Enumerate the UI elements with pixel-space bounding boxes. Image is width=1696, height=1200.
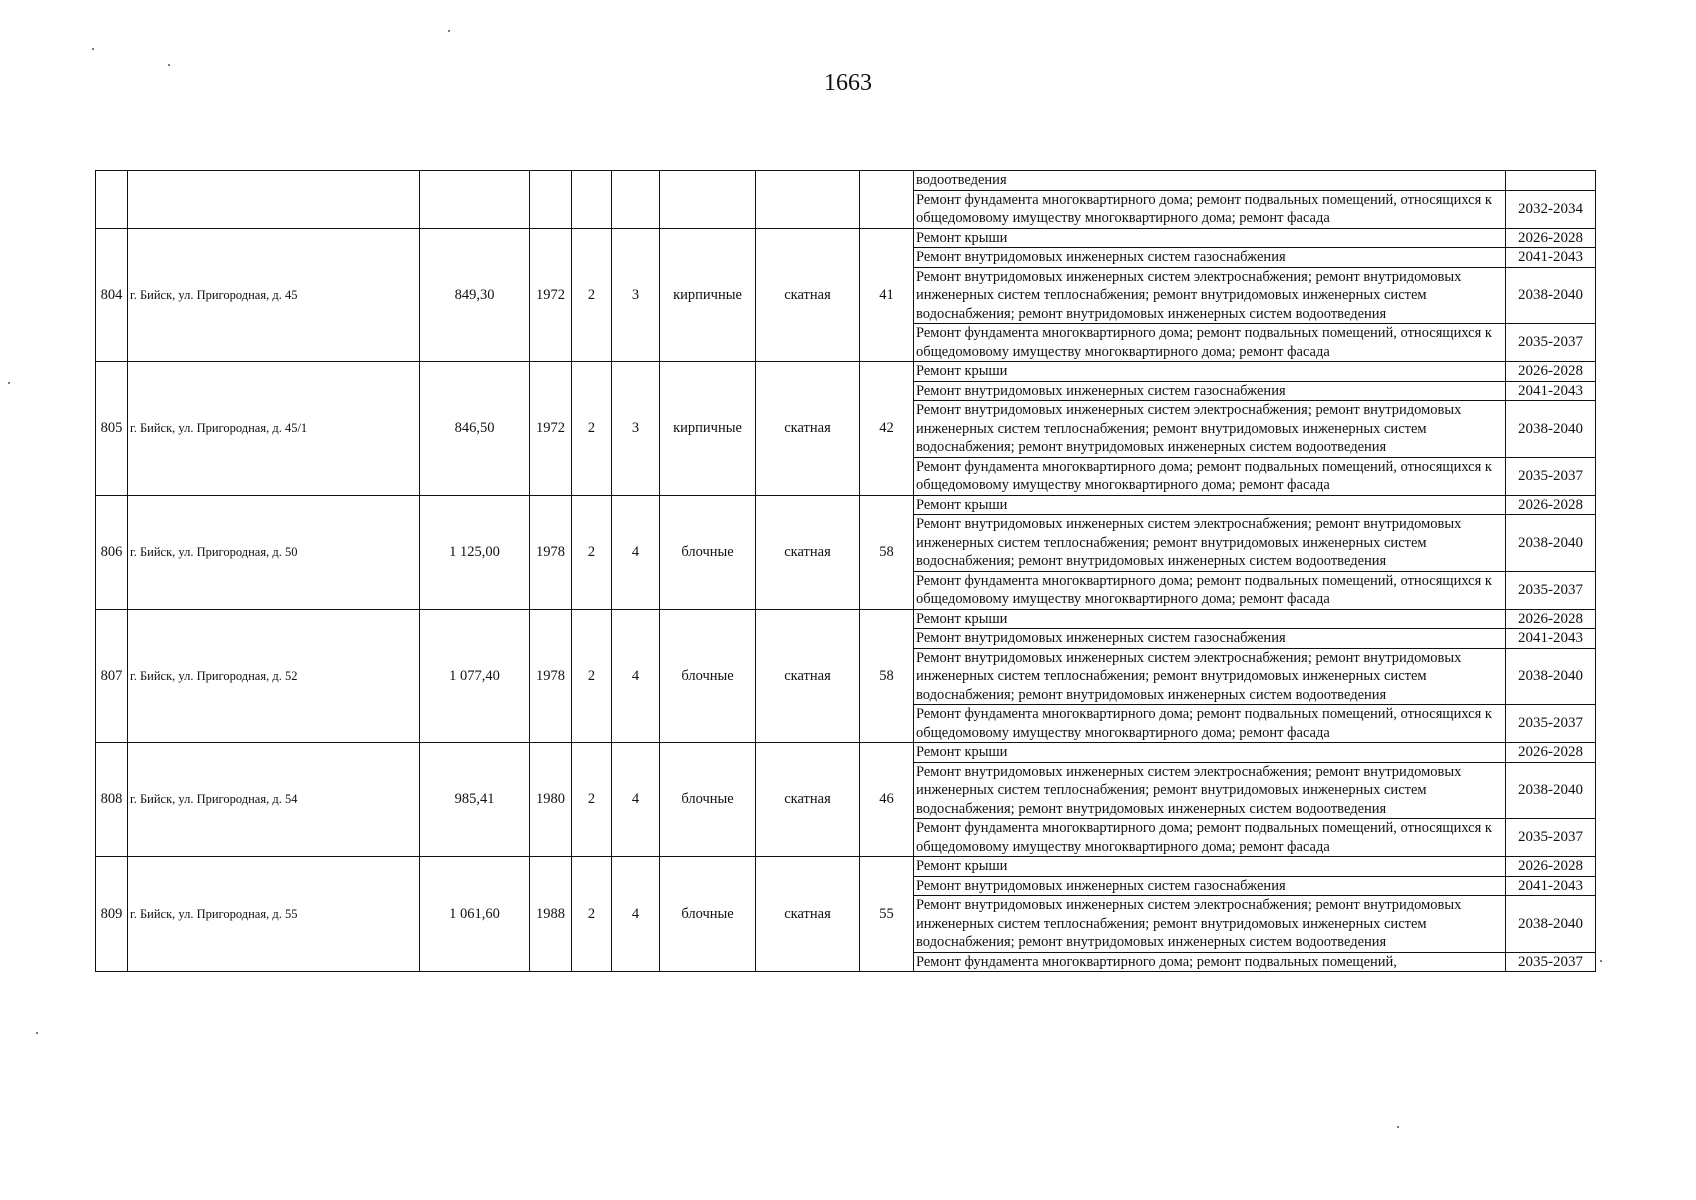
scan-speck [1600, 960, 1602, 962]
build-year: 1972 [530, 362, 572, 496]
work-years: 2041-2043 [1506, 381, 1596, 401]
total-area: 1 061,60 [420, 857, 530, 972]
wall-material-cell [660, 171, 756, 229]
wall-material: блочные [660, 857, 756, 972]
scan-speck [8, 382, 10, 384]
address: г. Бийск, ул. Пригородная, д. 55 [128, 857, 420, 972]
work-years: 2038-2040 [1506, 515, 1596, 572]
work-description: Ремонт фундамента многоквартирного дома; ремонт подвальных помещений, относящихся к общедомовому имуществу многоквартирного дома; ремонт фасада [914, 324, 1506, 362]
residents: 41 [860, 228, 914, 362]
build-year: 1978 [530, 609, 572, 743]
work-years: 2035-2037 [1506, 571, 1596, 609]
work-years: 2038-2040 [1506, 896, 1596, 953]
work-description: Ремонт фундамента многоквартирного дома; ремонт подвальных помещений, относящихся к общедомовому имуществу многоквартирного дома; ремонт фасада [914, 190, 1506, 228]
total-area-cell [420, 171, 530, 229]
row-number: 807 [96, 609, 128, 743]
floors: 2 [572, 743, 612, 857]
roof-type: скатная [756, 743, 860, 857]
build-year: 1978 [530, 495, 572, 609]
table-row [96, 362, 1596, 382]
wall-material: блочные [660, 609, 756, 743]
work-description: Ремонт крыши [914, 609, 1506, 629]
scan-speck [168, 64, 170, 66]
work-years: 2026-2028 [1506, 857, 1596, 877]
total-area: 1 125,00 [420, 495, 530, 609]
work-years: 2035-2037 [1506, 705, 1596, 743]
floors: 2 [572, 857, 612, 972]
work-description: Ремонт фундамента многоквартирного дома; ремонт подвальных помещений, относящихся к общедомовому имуществу многоквартирного дома; ремонт фасада [914, 457, 1506, 495]
floors-cell [572, 171, 612, 229]
work-description: Ремонт крыши [914, 228, 1506, 248]
wall-material: блочные [660, 495, 756, 609]
entrances: 4 [612, 857, 660, 972]
work-description: Ремонт фундамента многоквартирного дома; ремонт подвальных помещений, [914, 952, 1506, 972]
address: г. Бийск, ул. Пригородная, д. 52 [128, 609, 420, 743]
work-description: водоотведения [914, 171, 1506, 191]
row-number: 804 [96, 228, 128, 362]
work-years: 2041-2043 [1506, 876, 1596, 896]
table-row [96, 228, 1596, 248]
total-area: 846,50 [420, 362, 530, 496]
address-cell [128, 171, 420, 229]
work-description: Ремонт внутридомовых инженерных систем электроснабжения; ремонт внутридомовых инженерных систем теплоснабжения; ремонт внутридомовых инженерных систем водоснабжения; ремонт внутридомовых инженерных систем водоотведения [914, 515, 1506, 572]
work-description: Ремонт внутридомовых инженерных систем электроснабжения; ремонт внутридомовых инженерных систем теплоснабжения; ремонт внутридомовых инженерных систем водоснабжения; ремонт внутридомовых инженерных систем водоотведения [914, 401, 1506, 458]
work-years: 2026-2028 [1506, 609, 1596, 629]
total-area: 1 077,40 [420, 609, 530, 743]
work-years: 2038-2040 [1506, 401, 1596, 458]
row-number: 808 [96, 743, 128, 857]
entrances: 3 [612, 362, 660, 496]
work-description: Ремонт фундамента многоквартирного дома; ремонт подвальных помещений, относящихся к общедомовому имуществу многоквартирного дома; ремонт фасада [914, 571, 1506, 609]
work-years: 2038-2040 [1506, 267, 1596, 324]
row-number: 805 [96, 362, 128, 496]
table-row [96, 857, 1596, 877]
page-number: 1663 [824, 70, 872, 96]
address: г. Бийск, ул. Пригородная, д. 45 [128, 228, 420, 362]
table-row [96, 495, 1596, 515]
table-row [96, 609, 1596, 629]
work-description: Ремонт внутридомовых инженерных систем газоснабжения [914, 876, 1506, 896]
table-row [96, 171, 1596, 191]
work-years [1506, 171, 1596, 191]
total-area: 985,41 [420, 743, 530, 857]
work-description: Ремонт внутридомовых инженерных систем газоснабжения [914, 381, 1506, 401]
work-years: 2032-2034 [1506, 190, 1596, 228]
row-number: 806 [96, 495, 128, 609]
entrances-cell [612, 171, 660, 229]
entrances: 3 [612, 228, 660, 362]
residents: 42 [860, 362, 914, 496]
roof-type-cell [756, 171, 860, 229]
floors: 2 [572, 495, 612, 609]
wall-material: кирпичные [660, 228, 756, 362]
total-area: 849,30 [420, 228, 530, 362]
wall-material: блочные [660, 743, 756, 857]
work-description: Ремонт внутридомовых инженерных систем газоснабжения [914, 248, 1506, 268]
roof-type: скатная [756, 495, 860, 609]
work-description: Ремонт внутридомовых инженерных систем электроснабжения; ремонт внутридомовых инженерных систем теплоснабжения; ремонт внутридомовых инженерных систем водоснабжения; ремонт внутридомовых инженерных систем водоотведения [914, 896, 1506, 953]
address: г. Бийск, ул. Пригородная, д. 54 [128, 743, 420, 857]
work-years: 2038-2040 [1506, 762, 1596, 819]
capital-repair-table [95, 170, 1596, 972]
entrances: 4 [612, 609, 660, 743]
build-year: 1988 [530, 857, 572, 972]
floors: 2 [572, 228, 612, 362]
work-description: Ремонт крыши [914, 362, 1506, 382]
residents-cell [860, 171, 914, 229]
wall-material: кирпичные [660, 362, 756, 496]
entrances: 4 [612, 743, 660, 857]
row-number-cell [96, 171, 128, 229]
work-description: Ремонт фундамента многоквартирного дома; ремонт подвальных помещений, относящихся к общедомовому имуществу многоквартирного дома; ремонт фасада [914, 705, 1506, 743]
scan-speck [36, 1032, 38, 1034]
work-years: 2035-2037 [1506, 324, 1596, 362]
residents: 46 [860, 743, 914, 857]
roof-type: скатная [756, 362, 860, 496]
work-years: 2038-2040 [1506, 648, 1596, 705]
work-years: 2026-2028 [1506, 362, 1596, 382]
entrances: 4 [612, 495, 660, 609]
work-description: Ремонт крыши [914, 495, 1506, 515]
floors: 2 [572, 609, 612, 743]
build-year: 1972 [530, 228, 572, 362]
work-description: Ремонт внутридомовых инженерных систем электроснабжения; ремонт внутридомовых инженерных систем теплоснабжения; ремонт внутридомовых инженерных систем водоснабжения; ремонт внутридомовых инженерных систем водоотведения [914, 267, 1506, 324]
scan-speck [92, 48, 94, 50]
work-years: 2026-2028 [1506, 743, 1596, 763]
work-description: Ремонт крыши [914, 743, 1506, 763]
address: г. Бийск, ул. Пригородная, д. 45/1 [128, 362, 420, 496]
work-description: Ремонт внутридомовых инженерных систем газоснабжения [914, 629, 1506, 649]
scan-speck [448, 30, 450, 32]
residents: 55 [860, 857, 914, 972]
residents: 58 [860, 495, 914, 609]
floors: 2 [572, 362, 612, 496]
scan-speck [1397, 1126, 1399, 1128]
roof-type: скатная [756, 228, 860, 362]
work-description: Ремонт внутридомовых инженерных систем электроснабжения; ремонт внутридомовых инженерных систем теплоснабжения; ремонт внутридомовых инженерных систем водоснабжения; ремонт внутридомовых инженерных систем водоотведения [914, 648, 1506, 705]
roof-type: скатная [756, 609, 860, 743]
residents: 58 [860, 609, 914, 743]
work-years: 2041-2043 [1506, 248, 1596, 268]
address: г. Бийск, ул. Пригородная, д. 50 [128, 495, 420, 609]
work-years: 2041-2043 [1506, 629, 1596, 649]
build-year-cell [530, 171, 572, 229]
work-years: 2026-2028 [1506, 495, 1596, 515]
roof-type: скатная [756, 857, 860, 972]
work-description: Ремонт внутридомовых инженерных систем электроснабжения; ремонт внутридомовых инженерных систем теплоснабжения; ремонт внутридомовых инженерных систем водоснабжения; ремонт внутридомовых инженерных систем водоотведения [914, 762, 1506, 819]
work-years: 2026-2028 [1506, 228, 1596, 248]
work-years: 2035-2037 [1506, 457, 1596, 495]
work-years: 2035-2037 [1506, 819, 1596, 857]
work-description: Ремонт фундамента многоквартирного дома; ремонт подвальных помещений, относящихся к общедомовому имуществу многоквартирного дома; ремонт фасада [914, 819, 1506, 857]
table-body [96, 171, 1596, 972]
work-years: 2035-2037 [1506, 952, 1596, 972]
build-year: 1980 [530, 743, 572, 857]
work-description: Ремонт крыши [914, 857, 1506, 877]
row-number: 809 [96, 857, 128, 972]
table-row [96, 743, 1596, 763]
